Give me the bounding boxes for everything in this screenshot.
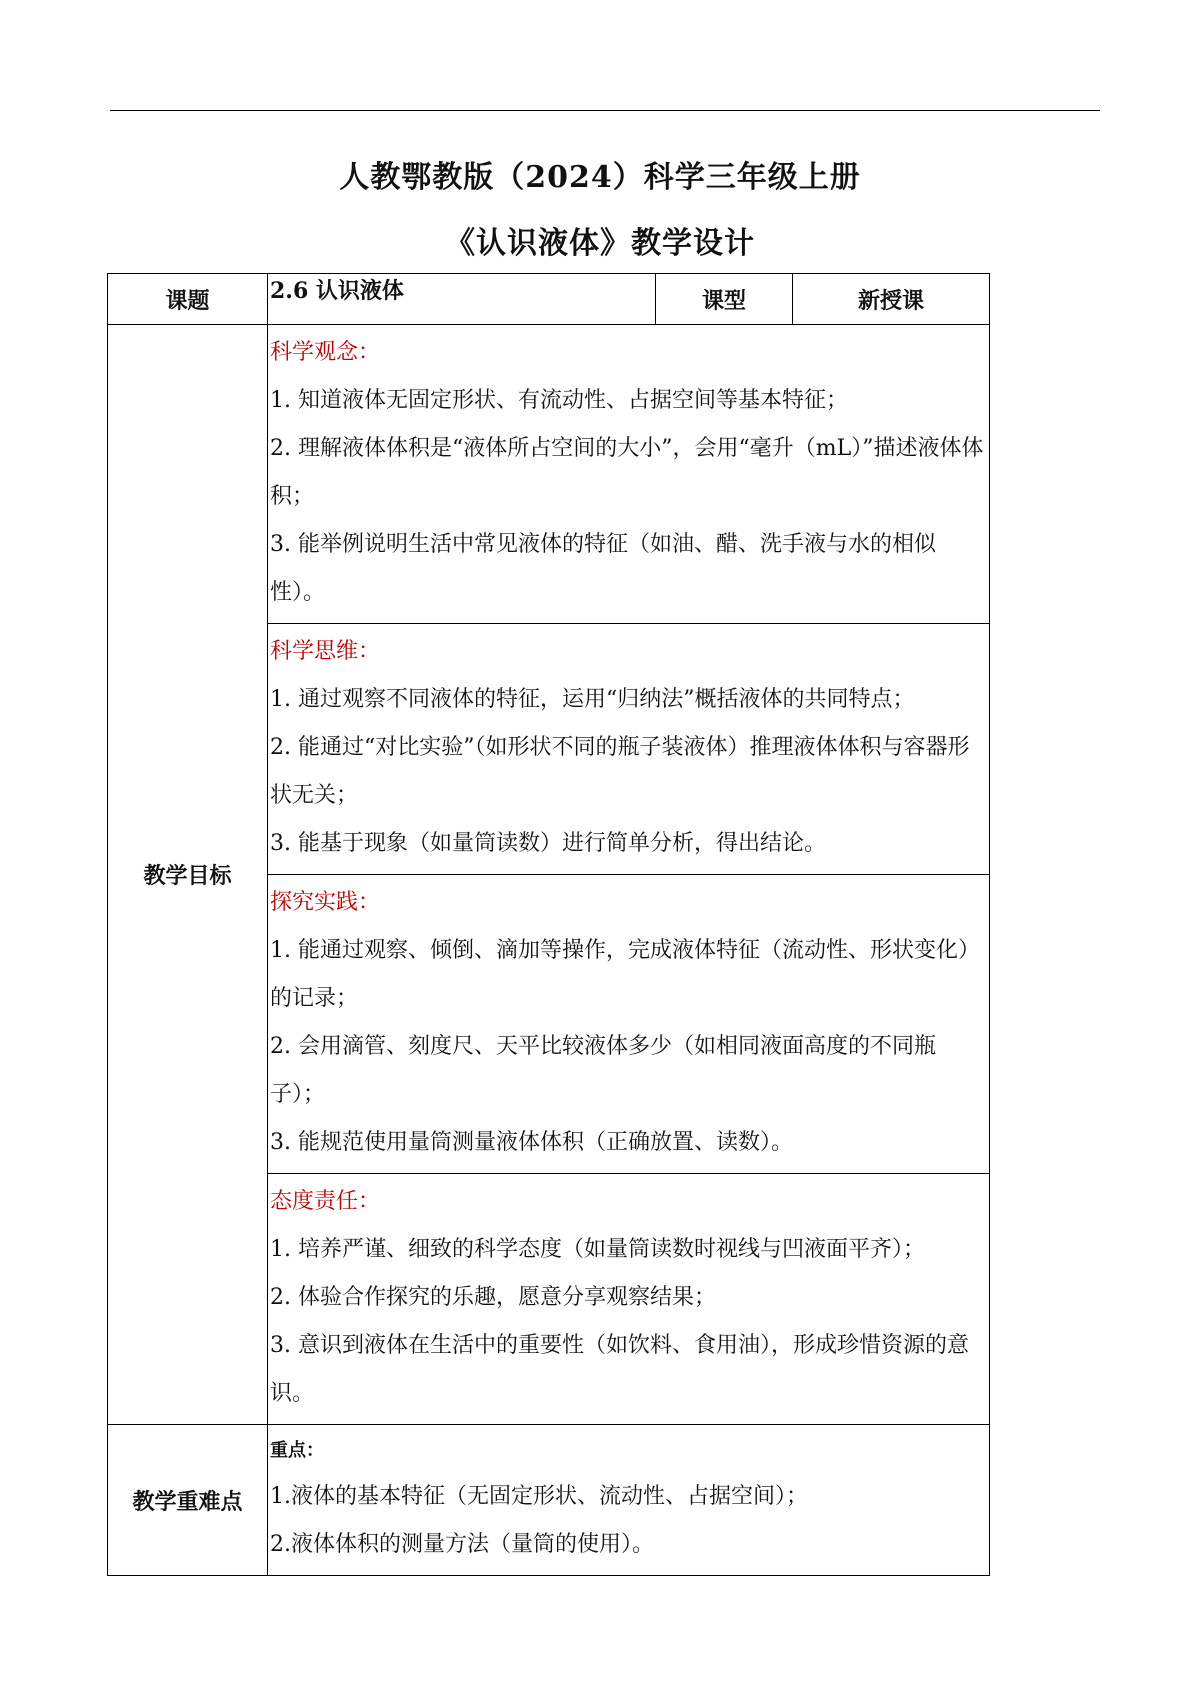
header-rule — [110, 110, 1100, 111]
objectives-label: 教学目标 — [108, 325, 268, 1425]
key-points-row — [108, 1425, 990, 1576]
type-label: 课型 — [656, 274, 793, 325]
list-item: 2. 理解液体体积是“液体所占空间的大小”，会用“毫升（mL）”描述液体体积； — [270, 436, 984, 509]
document-subtitle: 《认识液体》教学设计 — [445, 226, 755, 261]
objective-section-practice — [268, 875, 990, 1174]
header-row — [108, 274, 990, 325]
list-item: 1. 能通过观察、倾倒、滴加等操作，完成液体特征（流动性、形状变化）的记录； — [270, 938, 980, 1011]
list-item: 1. 通过观察不同液体的特征，运用“归纳法”概括液体的共同特点； — [270, 687, 915, 712]
topic-label: 课题 — [108, 274, 268, 325]
list-item: 2. 体验合作探究的乐趣，愿意分享观察结果； — [270, 1285, 716, 1310]
list-item: 3. 能基于现象（如量筒读数）进行简单分析，得出结论。 — [270, 831, 826, 856]
objective-section-attitude — [268, 1174, 990, 1425]
key-points-content — [268, 1425, 990, 1576]
list-item: 3. 能举例说明生活中常见液体的特征（如油、醋、洗手液与水的相似性）。 — [270, 532, 936, 605]
list-item: 2.液体体积的测量方法（量筒的使用）。 — [270, 1532, 654, 1557]
key-points-subtitle: 重点： — [270, 1440, 324, 1461]
list-item: 3. 能规范使用量筒测量液体体积（正确放置、读数）。 — [270, 1130, 793, 1155]
section-title: 探究实践： — [270, 890, 381, 915]
list-item: 3. 意识到液体在生活中的重要性（如饮料、食用油），形成珍惜资源的意识。 — [270, 1333, 969, 1406]
list-item: 1.液体的基本特征（无固定形状、流动性、占据空间）； — [270, 1484, 808, 1509]
list-item: 2. 会用滴管、刻度尺、天平比较液体多少（如相同液面高度的不同瓶子）； — [270, 1034, 936, 1107]
objective-section-concept — [268, 325, 990, 624]
key-points-label: 教学重难点 — [108, 1425, 268, 1576]
list-item: 1. 知道液体无固定形状、有流动性、占据空间等基本特征； — [270, 388, 848, 413]
objective-section-thinking — [268, 624, 990, 875]
section-title: 科学观念： — [270, 340, 381, 365]
lesson-plan-table — [107, 273, 990, 1576]
section-title: 态度责任： — [270, 1189, 381, 1214]
section-title: 科学思维： — [270, 639, 381, 664]
objectives-row-1 — [108, 325, 990, 624]
list-item: 2. 能通过“对比实验”（如形状不同的瓶子装液体）推理液体体积与容器形状无关； — [270, 735, 970, 808]
type-value: 新授课 — [793, 274, 990, 325]
topic-value: 2.6 认识液体 — [268, 274, 656, 325]
list-item: 1. 培养严谨、细致的科学态度（如量筒读数时视线与凹液面平齐）； — [270, 1237, 925, 1262]
document-title: 人教鄂教版（2024）科学三年级上册 — [339, 160, 861, 195]
